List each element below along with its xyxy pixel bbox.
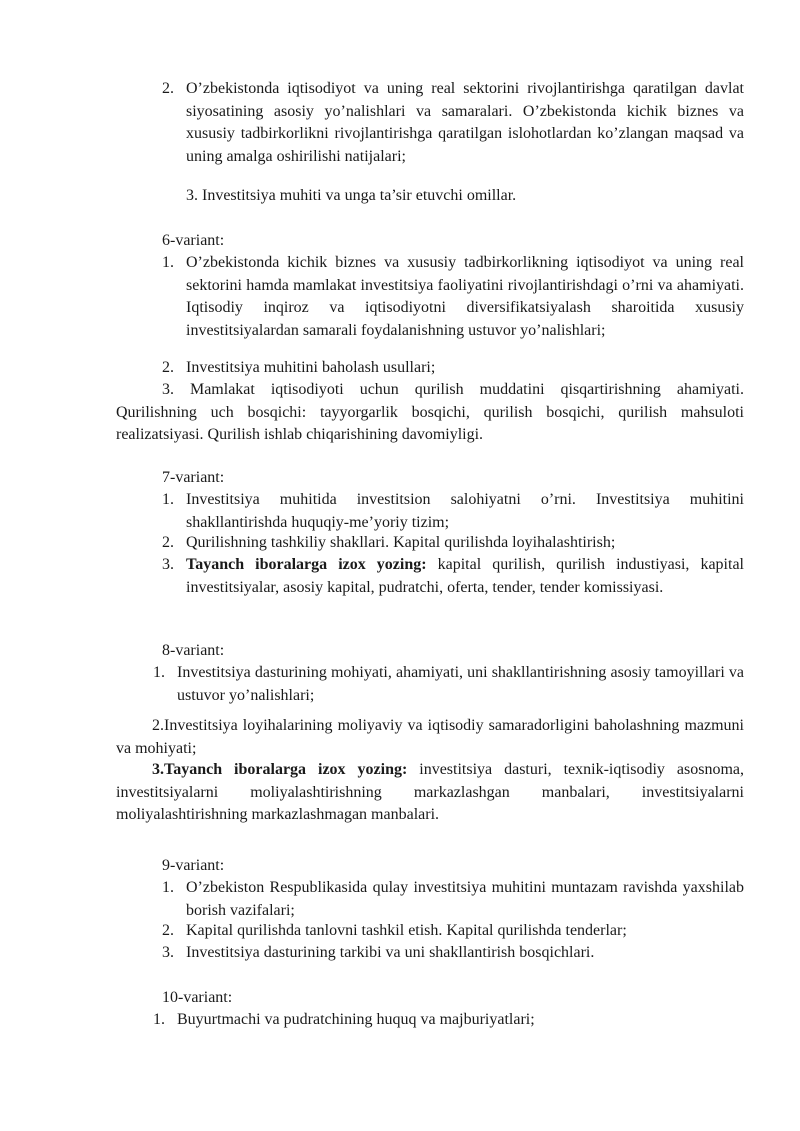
list-number: 3. (162, 556, 174, 573)
list-text: Buyurtmachi va pudratchining huquq va majburiyatlari; (177, 1011, 535, 1028)
term-list: investitsiya dasturi, texnik-iqtisodiy asosnoma, investitsiyalarni moliyalashtirishning markazlashgan manbalari, investitsiyalarni moliyalashtirishning markazlashmagan manbalari. (116, 761, 744, 823)
list-number: 1. (162, 254, 174, 271)
variant-heading: 8-variant: (162, 642, 225, 659)
list-number: 2. (162, 359, 174, 376)
paragraph (116, 759, 744, 827)
variant-heading: 10-variant: (162, 989, 233, 1006)
list-number: 2. (162, 534, 174, 551)
list-text: O’zbekistonda kichik biznes va xususiy tadbirkorlikning iqtisodiyot va uning real sektorini hamda mamlakat investitsiya faoliyatini rivojlantirishdagi o’rni va ahamiyati. Iqtisodiy inqiroz va iqtisodiyotni diversifikatsiyalash sharoitida xususiy investitsiyalardan samarali foydalanishning ustuvor yo’nalishlari; (186, 254, 744, 339)
list-text: O’zbekistonda iqtisodiyot va uning real sektorini rivojlantirishga qaratilgan davlat siyosatining asosiy yo’nalishlari va samaralari. O’zbekistonda kichik biznes va xususiy tadbirkorlikni rivojlantirishga qaratilgan islohotlardan ko’zlangan maqsad va uning amalga oshirilishi natijalari; (186, 80, 744, 165)
list-text: O’zbekiston Respublikasida qulay investitsiya muhitini muntazam ravishda yaxshilab borish vazifalari; (186, 879, 744, 919)
paragraph: 2.Investitsiya loyihalarining moliyaviy va iqtisodiy samaradorligini baholashning mazmuni va mohiyati; (116, 717, 744, 757)
paragraph: 3. Investitsiya muhiti va unga ta’sir etuvchi omillar. (186, 187, 517, 204)
list-text: Investitsiya dasturining tarkibi va uni shakllantirish bosqichlari. (186, 944, 595, 961)
list-text (186, 554, 744, 599)
list-text: Investitsiya muhitida investitsion salohiyatni o’rni. Investitsiya muhitini shakllantirishda huquqiy-me’yoriy tizim; (186, 491, 744, 531)
list-number: 1. (162, 879, 174, 896)
list-text: Qurilishning tashkiliy shakllari. Kapital qurilishda loyihalashtirish; (186, 534, 616, 551)
paragraph: 3. Mamlakat iqtisodiyoti uchun qurilish muddatini qisqartirishning ahamiyati. Qurilishning uch bosqichi: tayyorgarlik bosqichi, qurilish bosqichi, qurilish mahsuloti realizatsiyasi. Qurilish ishlab chiqarishining davomiyligi. (116, 381, 744, 443)
list-text: Investitsiya dasturining mohiyati, ahamiyati, uni shakllantirishning asosiy tamoyillari va ustuvor yo’nalishlari; (177, 664, 744, 704)
bold-term: 3.Tayanch iboralarga izox yozing: (152, 761, 408, 778)
list-text: Kapital qurilishda tanlovni tashkil etish. Kapital qurilishda tenderlar; (186, 922, 627, 939)
list-number: 1. (153, 1011, 165, 1028)
list-number: 2. (162, 80, 174, 97)
term-list: kapital qurilish, qurilish industiyasi, kapital investitsiyalar, asosiy kapital, pudratchi, oferta, tender, tender komissiyasi. (186, 556, 744, 596)
variant-heading: 6-variant: (162, 232, 225, 249)
list-number: 1. (162, 491, 174, 508)
bold-term: Tayanch iboralarga izox yozing: (186, 556, 427, 573)
list-number: 3. (162, 944, 174, 961)
list-number: 1. (153, 664, 165, 681)
list-text: Investitsiya muhitini baholash usullari; (186, 359, 436, 376)
variant-heading: 9-variant: (162, 857, 225, 874)
variant-heading: 7-variant: (162, 469, 225, 486)
list-number: 2. (162, 922, 174, 939)
